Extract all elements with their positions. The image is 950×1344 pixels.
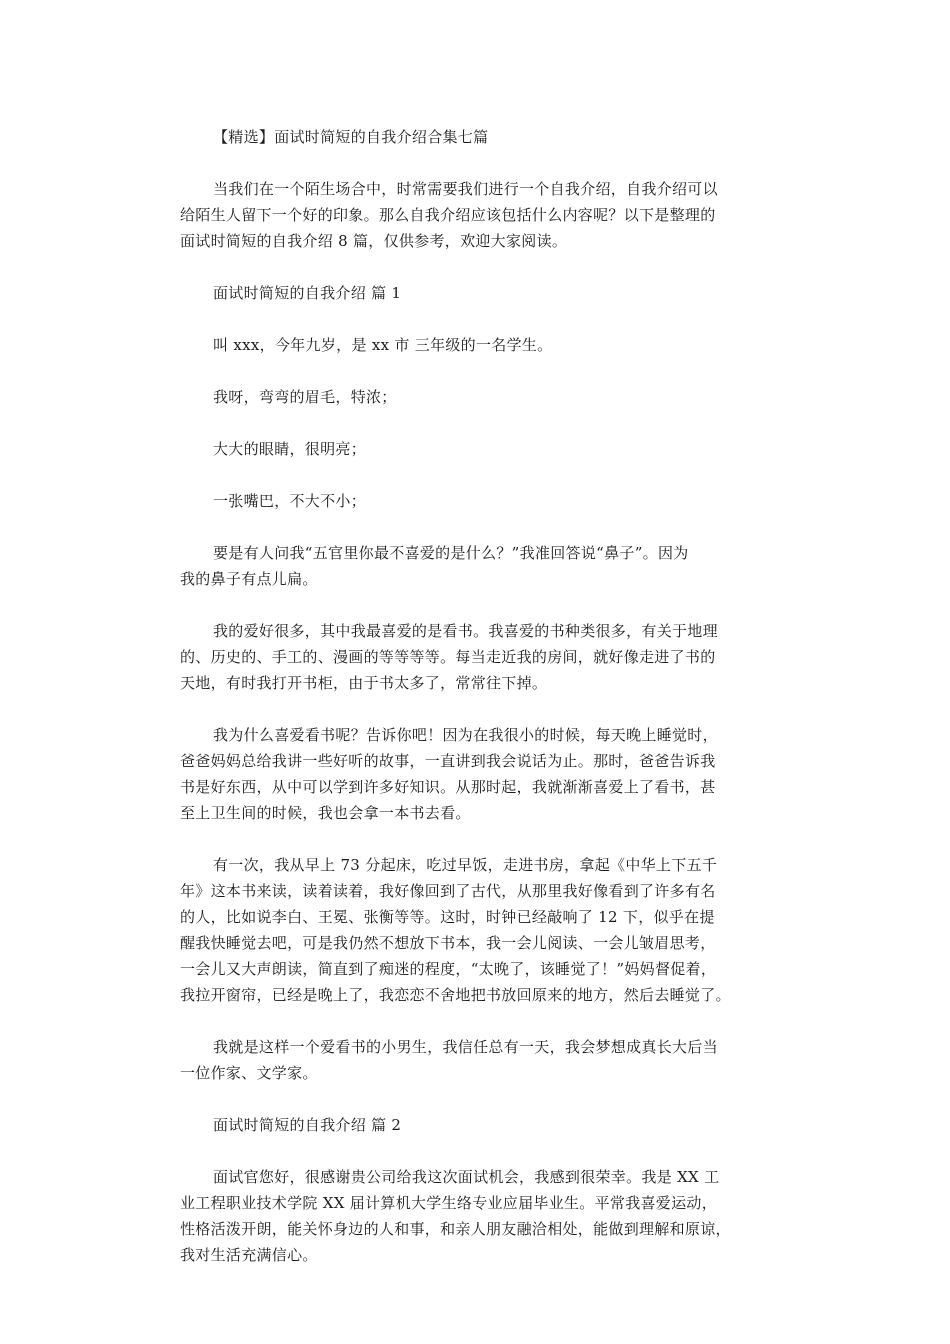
paragraph-line: 有一次，我从早上 73 分起床，吃过早饭，走进书房，拿起《中华上下五千 [213,856,718,874]
paragraph: 我呀，弯弯的眉毛，特浓； [213,388,397,406]
paragraph-line: 至上卫生间的时候，我也会拿一本书去看。 [180,804,471,822]
intro-line-1: 当我们在一个陌生场合中，时常需要我们进行一个自我介绍，自我介绍可以 [213,180,718,198]
paragraph: 一张嘴巴，不大不小； [213,492,367,510]
paragraph-line: 面试官您好，很感谢贵公司给我这次面试机会，我感到很荣幸。我是 XX 工 [213,1168,720,1186]
paragraph: 大大的眼睛，很明亮； [213,440,367,458]
paragraph-line: 的、历史的、手工的、漫画的等等等等。每当走近我的房间，就好像走进了书的 [180,648,716,666]
paragraph-line: 我的爱好很多，其中我最喜爱的是看书。我喜爱的书种类很多，有关于地理 [213,622,718,640]
paragraph: 叫 xxx，今年九岁，是 xx 市 三年级的一名学生。 [213,336,553,354]
section2-heading: 面试时简短的自我介绍 篇 2 [213,1116,402,1134]
paragraph-line: 我对生活充满信心。 [180,1246,318,1264]
paragraph-line: 天地，有时我打开书柜，由于书太多了，常常往下掉。 [180,674,548,692]
paragraph-line: 我为什么喜爱看书呢？告诉你吧！因为在我很小的时候，每天晚上睡觉时， [213,726,718,744]
document-title: 【精选】面试时简短的自我介绍合集七篇 [213,128,489,146]
paragraph-line: 要是有人问我“五官里你最不喜爱的是什么？”我准回答说“鼻子”。因为 [213,544,689,562]
paragraph-line: 年》这本书来读，读着读着，我好像回到了古代，从那里我好像看到了许多有名 [180,882,716,900]
paragraph-line: 醒我快睡觉去吧，可是我仍然不想放下书本，我一会儿阅读、一会儿皱眉思考， [180,934,716,952]
paragraph-line: 书是好东西，从中可以学到许多好知识。从那时起，我就渐渐喜爱上了看书，甚 [180,778,716,796]
intro-line-3: 面试时简短的自我介绍 8 篇，仅供参考，欢迎大家阅读。 [180,232,568,250]
paragraph-line: 性格活泼开朗，能关怀身边的人和事，和亲人朋友融洽相处，能做到理解和原谅， [180,1220,731,1238]
paragraph-line: 爸爸妈妈总给我讲一些好听的故事，一直讲到我会说话为止。那时，爸爸告诉我 [180,752,716,770]
document-page [180,0,780,1344]
paragraph-line: 一位作家、文学家。 [180,1064,318,1082]
paragraph-line: 我就是这样一个爱看书的小男生，我信任总有一天，我会梦想成真长大后当 [213,1038,718,1056]
paragraph-line: 我拉开窗帘，已经是晚上了，我恋恋不舍地把书放回原来的地方，然后去睡觉了。 [180,986,731,1004]
section1-heading: 面试时简短的自我介绍 篇 1 [213,284,402,302]
paragraph-line: 我的鼻子有点儿扁。 [180,570,318,588]
intro-line-2: 给陌生人留下一个好的印象。那么自我介绍应该包括什么内容呢？以下是整理的 [180,206,716,224]
paragraph-line: 业工程职业技术学院 XX 届计算机大学生络专业应届毕业生。平常我喜爱运动， [180,1194,717,1212]
paragraph-line: 的人，比如说李白、王冕、张衡等等。这时，时钟已经敲响了 12 下，似乎在提 [180,908,715,926]
paragraph-line: 一会儿又大声朗读，简直到了痴迷的程度，“太晚了，该睡觉了！”妈妈督促着， [180,960,717,978]
